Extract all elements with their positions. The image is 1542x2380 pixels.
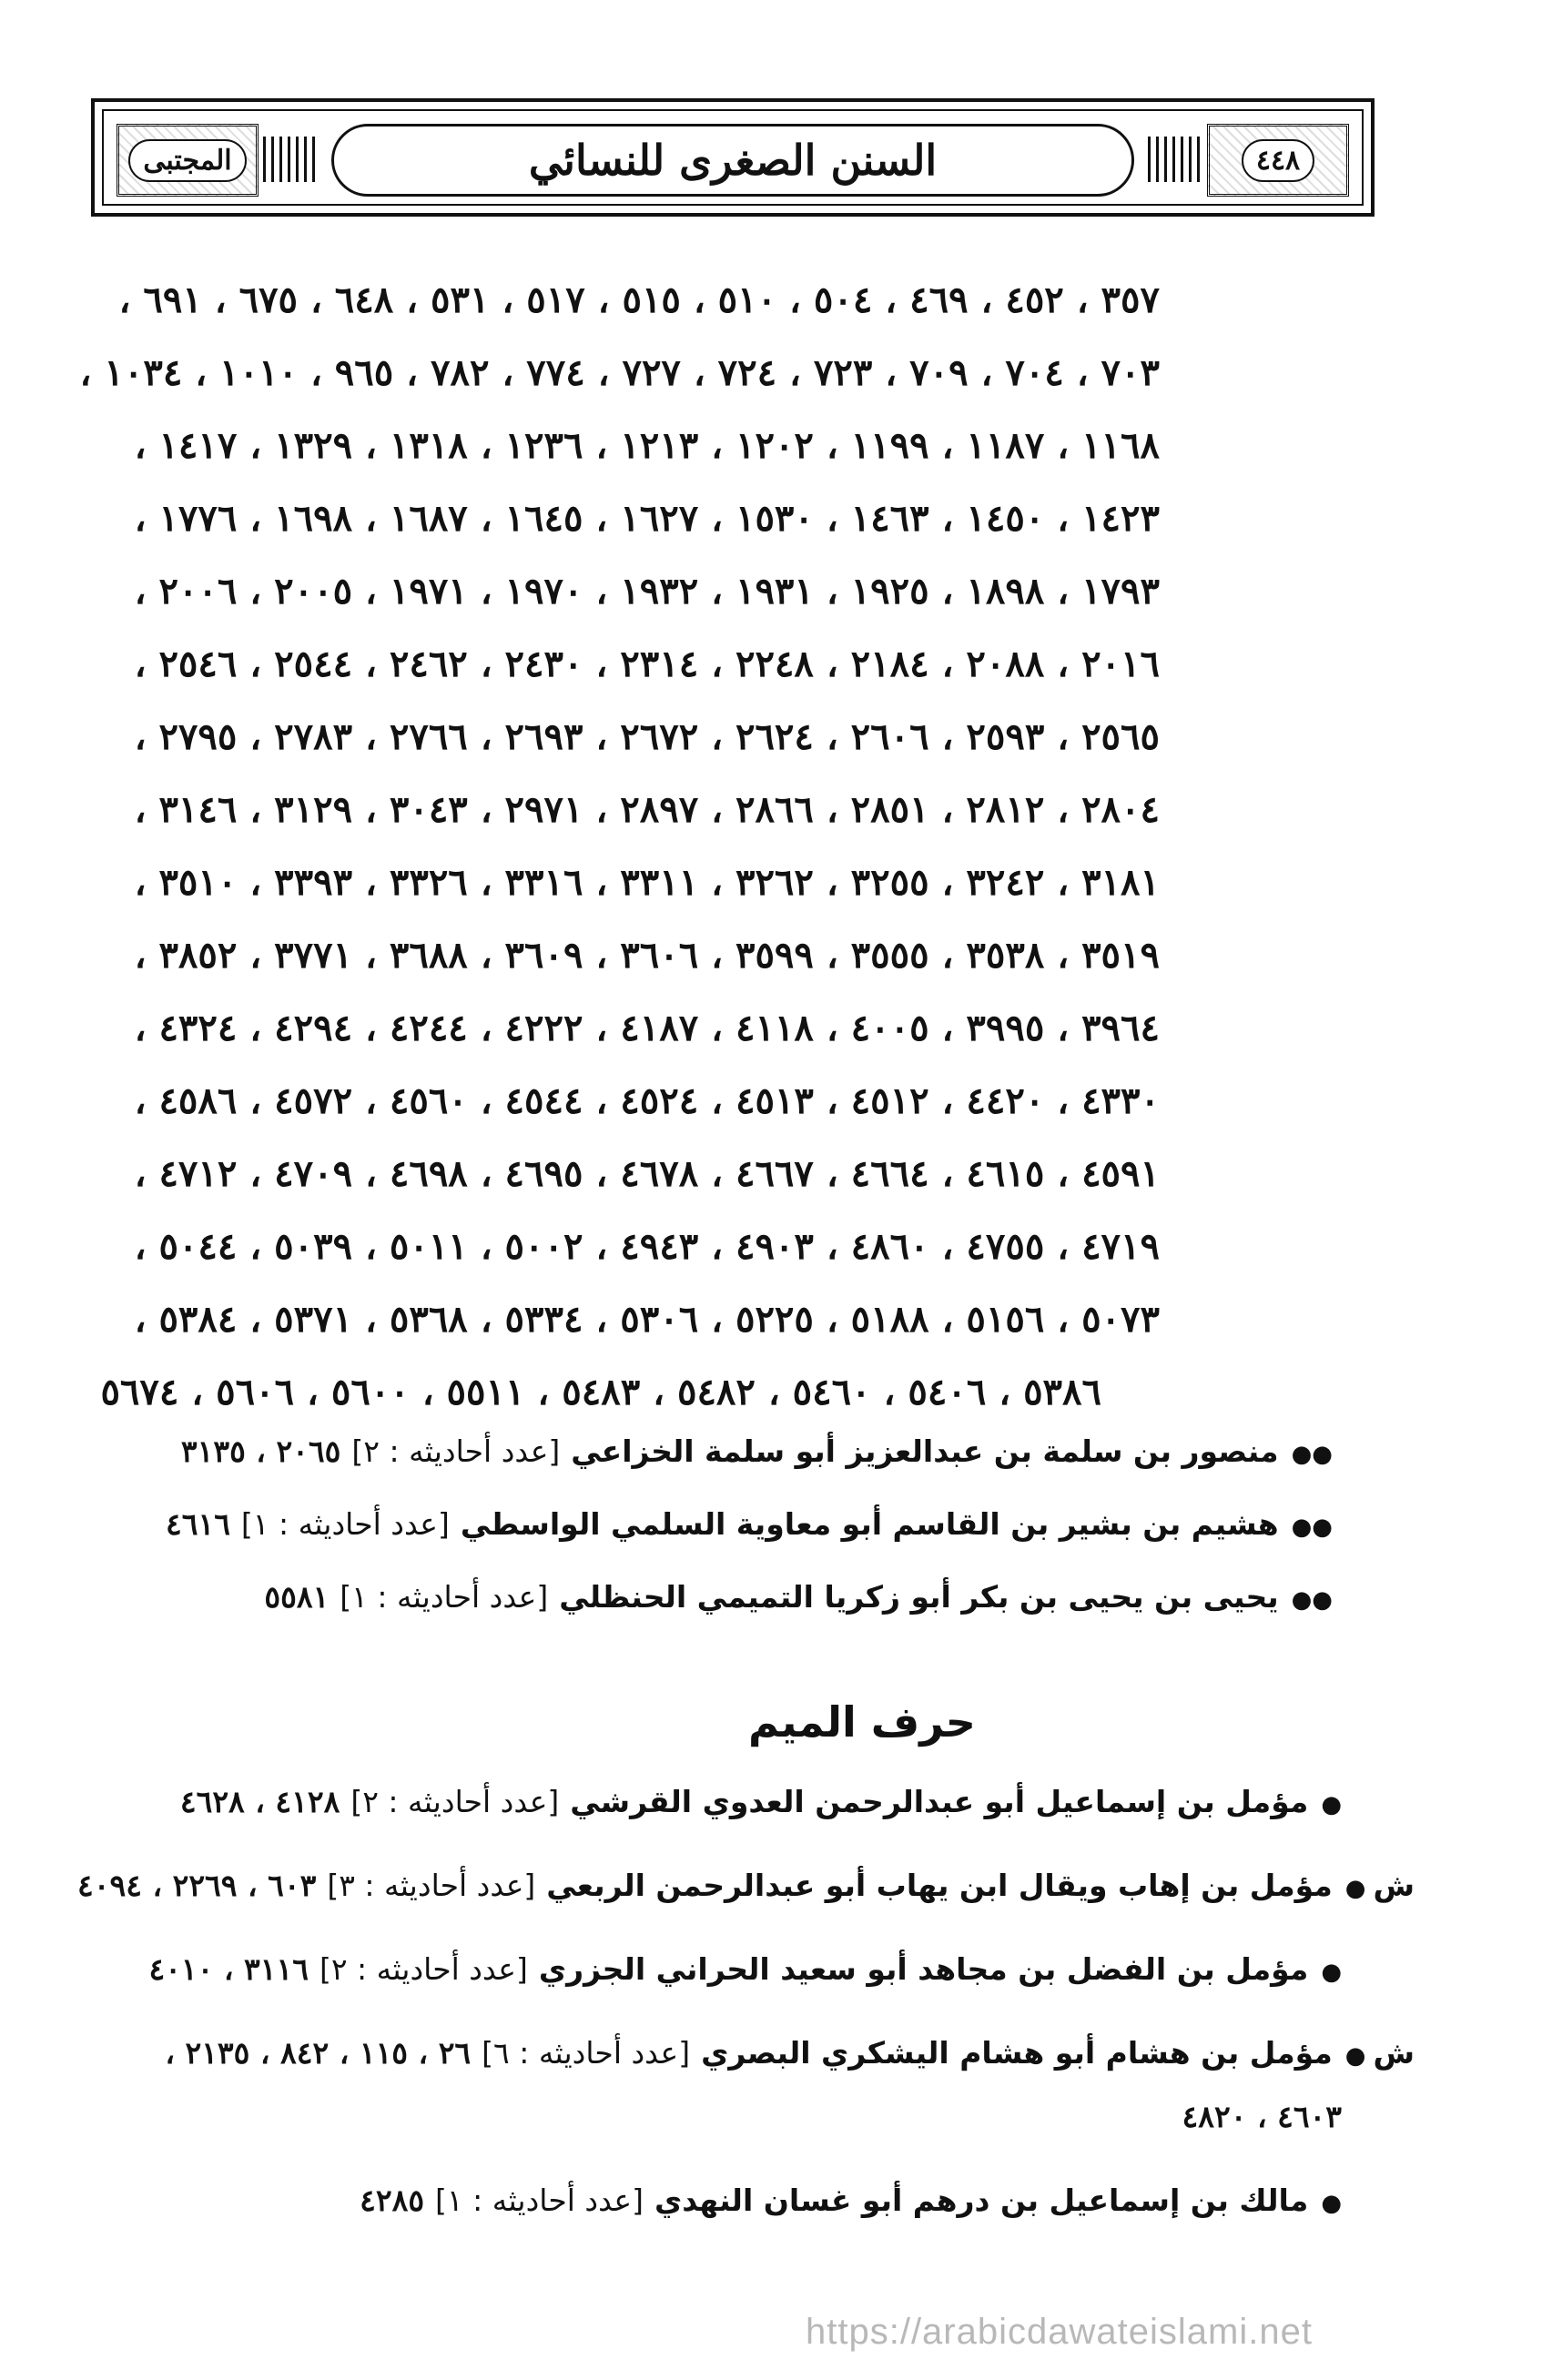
number-line: ٣٥٧ ، ٤٥٢ ، ٤٦٩ ، ٥٠٤ ، ٥١٠ ، ٥١٥ ، ٥١٧ ، ٥٣١ ، ٦٤٨ ، ٦٧٥ ، ٦٩١ ، — [118, 279, 1160, 321]
hadith-count: [عدد أحاديثه : ٢] — [319, 1951, 528, 1987]
watermark: https://arabicdawateislami.net — [806, 2312, 1313, 2352]
hadith-refs: ٤٦١٦ — [166, 1506, 230, 1542]
hadith-refs: ٢٦ ، ١١٥ ، ٨٤٢ ، ٢١٣٥ ، — [165, 2035, 472, 2071]
number-line: ٧٠٣ ، ٧٠٤ ، ٧٠٩ ، ٧٢٣ ، ٧٢٤ ، ٧٢٧ ، ٧٧٤ ، ٧٨٢ ، ٩٦٥ ، ١٠١٠ ، ١٠٣٤ ، — [79, 351, 1160, 394]
page-number-ornament — [1207, 124, 1349, 197]
book-label-ornament — [117, 124, 259, 197]
narrator-name: مالك بن إسماعيل بن درهم أبو غسان النهدي — [654, 2183, 1309, 2218]
hadith-refs: ٢٠٦٥ ، ٣١٣٥ — [180, 1433, 341, 1469]
narrator-name: مؤمل بن إسماعيل أبو عبدالرحمن العدوي القرشي — [570, 1784, 1309, 1819]
number-line: ٤٣٣٠ ، ٤٤٢٠ ، ٤٥١٢ ، ٤٥١٣ ، ٤٥٢٤ ، ٤٥٤٤ ، ٤٥٦٠ ، ٤٥٧٢ ، ٤٥٨٦ ، — [134, 1079, 1160, 1122]
hadith-refs: ٤١٢٨ ، ٤٦٢٨ — [179, 1784, 340, 1819]
bullet-icon: ● — [1321, 2190, 1342, 2217]
narrator-entry — [100, 1784, 1415, 1868]
hadith-refs-continued: ٤٦٠٣ ، ٤٨٢٠ — [1182, 2099, 1342, 2134]
mim-entries — [77, 1784, 1415, 2266]
hadith-count: [عدد أحاديثه : ١] — [435, 2183, 644, 2218]
hadith-count: [عدد أحاديثه : ١] — [340, 1579, 549, 1615]
narrator-entry — [77, 1868, 1415, 1951]
narrator-entry — [100, 1579, 1405, 1652]
page-number: ٤٤٨ — [1242, 139, 1314, 182]
narrator-entry — [100, 1433, 1405, 1506]
number-line: ١٧٩٣ ، ١٨٩٨ ، ١٩٢٥ ، ١٩٣١ ، ١٩٣٢ ، ١٩٧٠ ، ١٩٧١ ، ٢٠٠٥ ، ٢٠٠٦ ، — [134, 570, 1160, 613]
bullet-icon: ●● — [1291, 1441, 1333, 1468]
number-line: ٣١٨١ ، ٣٢٤٢ ، ٣٢٥٥ ، ٣٢٦٢ ، ٣٣١١ ، ٣٣١٦ ، ٣٣٢٦ ، ٣٣٩٣ ، ٣٥١٠ ، — [134, 861, 1160, 904]
number-line: ٤٧١٩ ، ٤٧٥٥ ، ٤٨٦٠ ، ٤٩٠٣ ، ٤٩٤٣ ، ٥٠٠٢ ، ٥٠١١ ، ٥٠٣٩ ، ٥٠٤٤ ، — [134, 1225, 1160, 1268]
bullet-icon: ● — [1321, 1791, 1342, 1818]
hadith-refs: ٤٢٨٥ — [360, 2183, 425, 2218]
hadith-number-list — [79, 264, 1160, 1429]
entry-continuation — [100, 2099, 1415, 2183]
hadith-count: [عدد أحاديثه : ٦] — [482, 2035, 691, 2071]
narrator-entry — [100, 1951, 1415, 2035]
narrator-name: مؤمل بن هشام أبو هشام اليشكري البصري — [701, 2035, 1333, 2071]
narrator-name: مؤمل بن إهاب ويقال ابن يهاب أبو عبدالرحمن الربعي — [546, 1868, 1333, 1903]
bullet-icon: ●● — [1291, 1514, 1333, 1541]
shin-marker: ش — [1373, 1868, 1415, 1903]
decorative-border — [1148, 137, 1202, 182]
number-line: ١٤٢٣ ، ١٤٥٠ ، ١٤٦٣ ، ١٥٣٠ ، ١٦٢٧ ، ١٦٤٥ ، ١٦٨٧ ، ١٦٩٨ ، ١٧٧٦ ، — [134, 497, 1160, 540]
hadith-refs: ٥٥٨١ — [264, 1579, 330, 1615]
number-line: ٢٥٦٥ ، ٢٥٩٣ ، ٢٦٠٦ ، ٢٦٢٤ ، ٢٦٧٢ ، ٢٦٩٣ ، ٢٧٦٦ ، ٢٧٨٣ ، ٢٧٩٥ ، — [134, 715, 1160, 758]
hadith-count: [عدد أحاديثه : ١] — [240, 1506, 450, 1542]
bullet-icon: ● — [1344, 1875, 1366, 1902]
narrator-name: مؤمل بن الفضل بن مجاهد أبو سعيد الحراني الجزري — [538, 1951, 1309, 1987]
hadith-count: [عدد أحاديثه : ٢] — [350, 1784, 560, 1819]
number-line: ٥٣٨٦ ، ٥٤٠٦ ، ٥٤٦٠ ، ٥٤٨٢ ، ٥٤٨٣ ، ٥٥١١ ، ٥٦٠٠ ، ٥٦٠٦ ، ٥٦٧٤ — [100, 1371, 1101, 1413]
number-line: ٢٠١٦ ، ٢٠٨٨ ، ٢١٨٤ ، ٢٢٤٨ ، ٢٣١٤ ، ٢٤٣٠ ، ٢٤٦٢ ، ٢٥٤٤ ، ٢٥٤٦ ، — [134, 643, 1160, 685]
number-line: ٣٥١٩ ، ٣٥٣٨ ، ٣٥٥٥ ، ٣٥٩٩ ، ٣٦٠٦ ، ٣٦٠٩ ، ٣٦٨٨ ، ٣٧٧١ ، ٣٨٥٢ ، — [134, 934, 1160, 977]
narrator-entry — [100, 2183, 1415, 2266]
number-line: ٤٥٩١ ، ٤٦١٥ ، ٤٦٦٤ ، ٤٦٦٧ ، ٤٦٧٨ ، ٤٦٩٥ ، ٤٦٩٨ ، ٤٧٠٩ ، ٤٧١٢ ، — [134, 1152, 1160, 1195]
bullet-icon: ●● — [1291, 1586, 1333, 1614]
hadith-refs: ٣١١٦ ، ٤٠١٠ — [148, 1951, 309, 1987]
narrator-name: منصور بن سلمة بن عبدالعزيز أبو سلمة الخزاعي — [571, 1433, 1279, 1469]
hadith-count: [عدد أحاديثه : ٢] — [351, 1433, 561, 1469]
narrator-entries — [100, 1433, 1405, 1652]
book-title: السنن الصغرى للنسائي — [528, 136, 938, 185]
section-heading: حرف الميم — [748, 1697, 976, 1747]
decorative-border — [263, 137, 318, 182]
number-line: ٥٠٧٣ ، ٥١٥٦ ، ٥١٨٨ ، ٥٢٢٥ ، ٥٣٠٦ ، ٥٣٣٤ ، ٥٣٦٨ ، ٥٣٧١ ، ٥٣٨٤ ، — [134, 1298, 1160, 1341]
narrator-name: هشيم بن بشير بن القاسم أبو معاوية السلمي الواسطي — [460, 1506, 1279, 1542]
page-header — [91, 98, 1375, 217]
narrator-name: يحيى بن يحيى بن بكر أبو زكريا التميمي الحنظلي — [559, 1579, 1279, 1615]
narrator-entry — [100, 1506, 1405, 1579]
number-line: ٣٩٦٤ ، ٣٩٩٥ ، ٤٠٠٥ ، ٤١١٨ ، ٤١٨٧ ، ٤٢٢٢ ، ٤٢٤٤ ، ٤٢٩٤ ، ٤٣٢٤ ، — [134, 1007, 1160, 1049]
narrator-entry — [100, 2035, 1415, 2099]
bullet-icon: ● — [1321, 1959, 1342, 1986]
hadith-refs: ٦٠٣ ، ٢٢٦٩ ، ٤٠٩٤ — [77, 1868, 317, 1903]
bullet-icon: ● — [1344, 2042, 1366, 2070]
title-plate — [331, 124, 1134, 197]
header-frame — [102, 109, 1364, 206]
shin-marker: ش — [1373, 2035, 1415, 2071]
number-line: ١١٦٨ ، ١١٨٧ ، ١١٩٩ ، ١٢٠٢ ، ١٢١٣ ، ١٢٣٦ ، ١٣١٨ ، ١٣٢٩ ، ١٤١٧ ، — [134, 424, 1160, 467]
number-line: ٢٨٠٤ ، ٢٨١٢ ، ٢٨٥١ ، ٢٨٦٦ ، ٢٨٩٧ ، ٢٩٧١ ، ٣٠٤٣ ، ٣١٢٩ ، ٣١٤٦ ، — [134, 788, 1160, 831]
book-label: المجتبى — [128, 139, 246, 182]
hadith-count: [عدد أحاديثه : ٣] — [327, 1868, 536, 1903]
